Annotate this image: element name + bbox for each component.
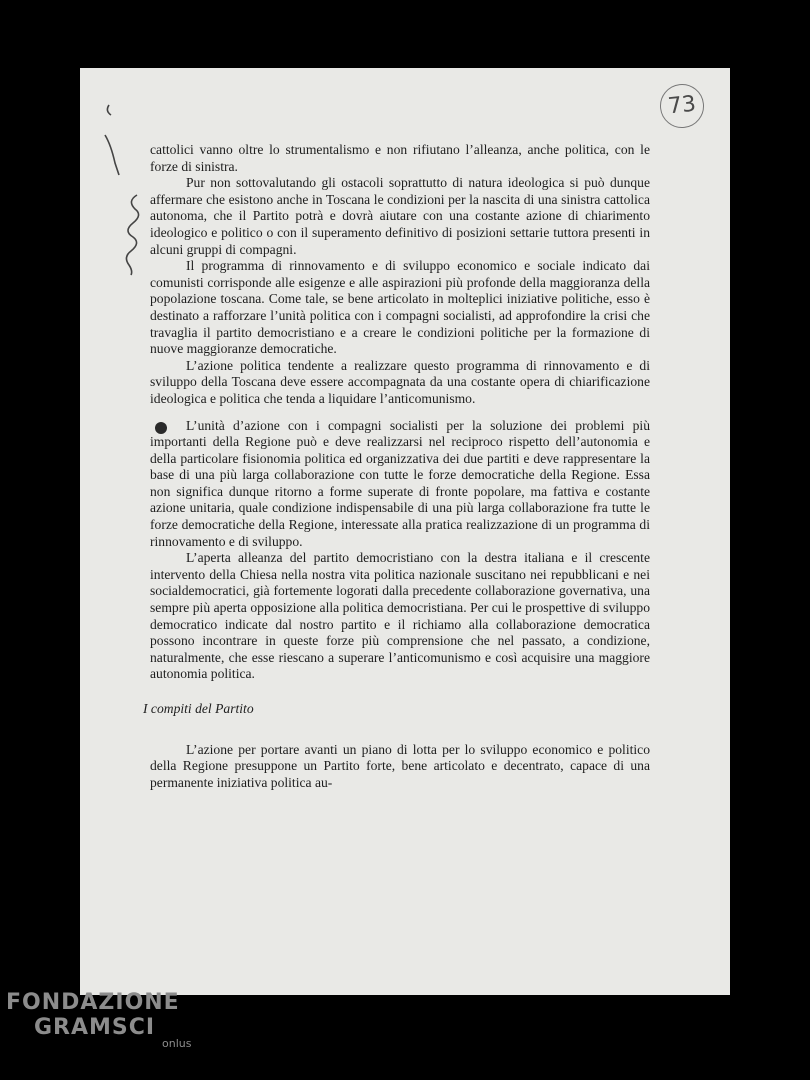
logo-line-2: GRAMSCI: [34, 1015, 156, 1040]
bullet-dot-icon: [155, 422, 167, 434]
paragraph-3: Il programma di rinnovamento e di sviluppo economico e sociale indicato dai comunisti corrisponde alle esigenze e alle aspirazioni più profonde della maggioranza della popolazione toscana. Come tale, se bene articolato in molteplici iniziative politiche, esso è destinato a rafforzare l’unità politica con i compagni socialisti, ad approfondire la crisi che travaglia il partito democristiano e a creare le condizioni politiche per la formazione di nuove maggioranze democratiche.: [150, 258, 650, 357]
handwritten-margin-marks: [95, 95, 155, 295]
page-number: 73: [658, 82, 706, 130]
logo-line-3: onlus: [162, 1037, 192, 1050]
section-heading: I compiti del Partito: [143, 701, 254, 716]
paragraph-6: L’aperta alleanza del partito democristiano con la destra italiana e il crescente intervento della Chiesa nella nostra vita politica nazionale suscitano nei repubblicani e nei socialdemocratici, già fortemente logorati dalla precedente collaborazione governativa, una sempre più aperta opposizione alla politica democristiana. Per cui le prospettive di sviluppo democratico indicate dal nostro partito e il richiamo alla collaborazione democratica possono incontrare in queste forze più comprensione che nel passato, a condizione, naturalmente, che esse riescano a superare l’anticomunismo e così acquisire una maggiore autonomia politica.: [150, 550, 650, 682]
paragraph-2: Pur non sottovalutando gli ostacoli soprattutto di natura ideologica si può dunque affermare che esistono anche in Toscana le condizioni per la nascita di una sinistra cattolica autonoma, che il Partito potrà e dovrà aiutare con una costante azione di chiarimento ideologico e politico o con il superamento definitivo di posizioni settarie tuttora presenti in alcuni gruppi di compagni.: [150, 175, 650, 257]
paragraph-5: L’unità d’azione con i compagni socialisti per la soluzione dei problemi più importanti della Regione può e deve realizzarsi nel reciproco rispetto dell’autonomia e della particolare fisionomia politica ed organizzativa dei due partiti e deve rappresentare la base di una più larga collaborazione con tutte le forze democratiche della Regione. Essa non significa dunque ritorno a forme superate di fronte popolare, ma fattiva e costante azione unitaria, quale condizione indispensabile di una più larga collaborazione fra tutte le forze democratiche della Regione, interessate alla pratica realizzazione di un programma di rinnovamento e di sviluppo.: [150, 417, 650, 549]
paragraph-4: L’azione politica tendente a realizzare questo programma di rinnovamento e di sviluppo della Toscana deve essere accompagnata da una costante opera di chiarificazione ideologica e politica che tenda a liquidare l’anticomunismo.: [150, 357, 650, 406]
document-text: [143, 142, 650, 791]
fondazione-gramsci-logo: [6, 990, 191, 1050]
paragraph-1: cattolici vanno oltre lo strumentalismo e non rifiutano l’alleanza, anche politica, con le forze di sinistra.: [150, 142, 650, 174]
logo-line-1: FONDAZIONE: [6, 990, 180, 1015]
paragraph-7: L’azione per portare avanti un piano di lotta per lo sviluppo economico e politico della Regione presuppone un Partito forte, bene articolato e decentrato, capace di una permanente iniziativa politica au-: [150, 741, 650, 790]
paragraph-5-wrapper: [150, 418, 650, 551]
